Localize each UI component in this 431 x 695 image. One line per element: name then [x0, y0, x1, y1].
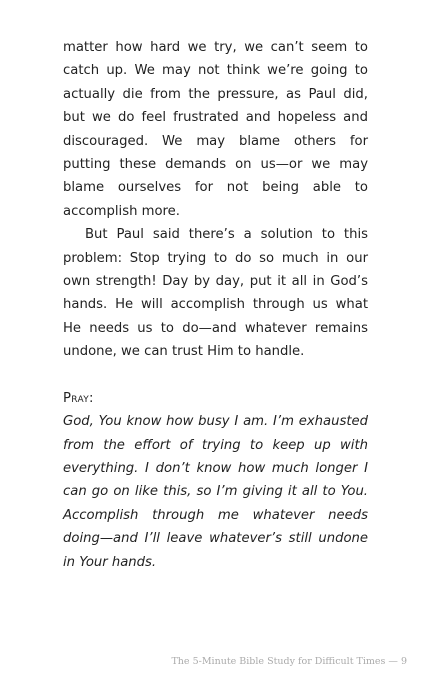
page-body	[63, 36, 368, 574]
body-paragraph-1: matter how hard we try, we can’t seem to catch up. We may not think we’re going to actually die from the pressure, as Paul did, but we do feel frustrated and hopeless and discouraged. We may blame others for putting these demands on us—or we may blame ourselves for not being able to accomplish more.	[63, 40, 368, 219]
body-paragraph-2: But Paul said there’s a solution to this problem: Stop trying to do so much in our own strength! Day by day, put it all in God’s hands. He will accomplish through us what He needs us to do—and whatever remains undone, we can trust Him to handle.	[63, 227, 368, 360]
prayer-section	[63, 387, 368, 574]
running-footer: The 5-Minute Bible Study for Difficult Times — 9	[171, 656, 407, 667]
pray-heading: Pray:	[63, 390, 94, 406]
prayer-text: God, You know how busy I am. I’m exhausted from the effort of trying to keep up with everything. I don’t know how much longer I can go on like this, so I’m giving it all to You. Accomplish through me whatever needs doing—and I’ll leave whatever’s still undone in Your hands.	[63, 414, 368, 570]
